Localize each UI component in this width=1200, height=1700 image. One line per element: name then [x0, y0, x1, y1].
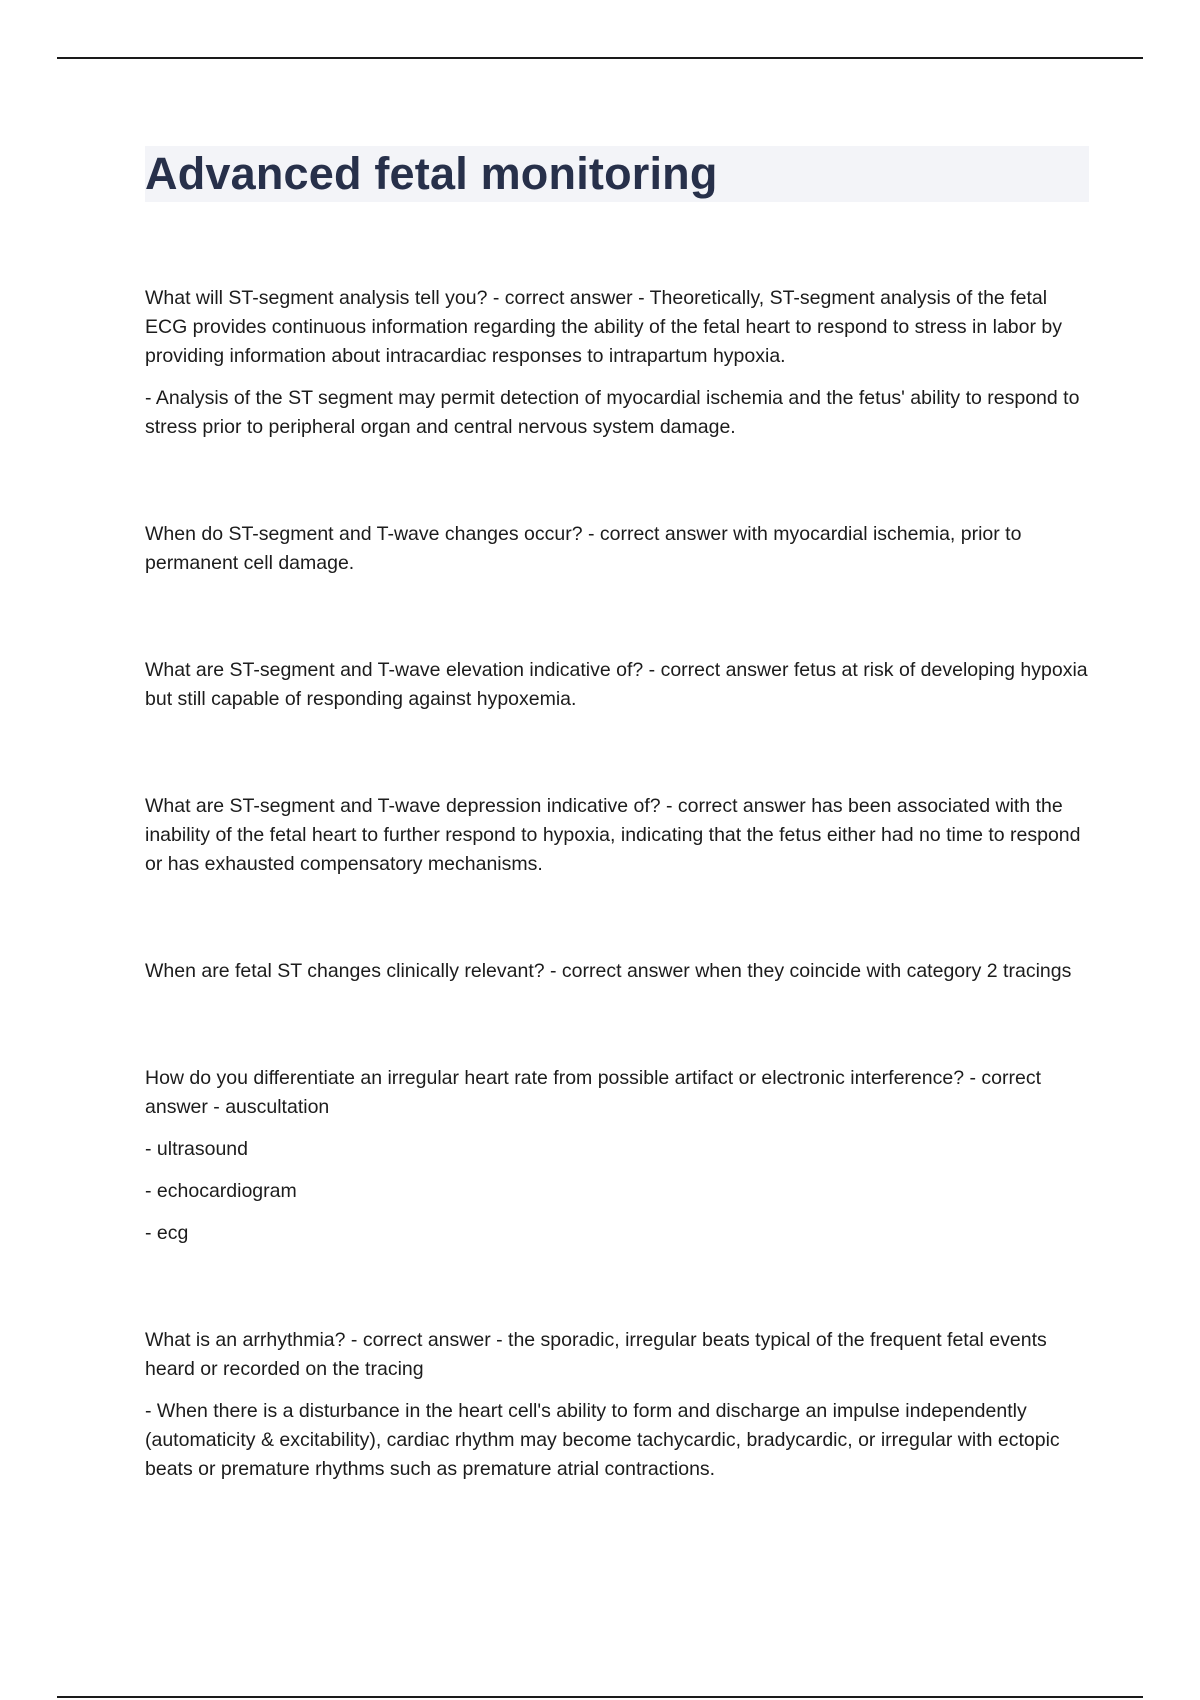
- qa-list-item: - echocardiogram: [145, 1180, 297, 1202]
- bottom-rule: [57, 1696, 1143, 1698]
- qa-entry: [145, 792, 1089, 879]
- qa-entry: [145, 1326, 1089, 1484]
- qa-paragraph: How do you differentiate an irregular heart rate from possible artifact or electronic interference? - correct answer - auscultation: [145, 1067, 1041, 1118]
- document-body: [145, 146, 1089, 1562]
- qa-paragraph: What are ST-segment and T-wave elevation indicative of? - correct answer fetus at risk of developing hypoxia but still capable of responding against hypoxemia.: [145, 659, 1088, 710]
- title-banner: [145, 146, 1089, 202]
- page-title: Advanced fetal monitoring: [145, 148, 718, 199]
- qa-entry: [145, 1064, 1089, 1248]
- qa-list-item: - ultrasound: [145, 1138, 248, 1160]
- qa-paragraph: When do ST-segment and T-wave changes occur? - correct answer with myocardial ischemia, prior to permanent cell damage.: [145, 523, 1022, 574]
- qa-paragraph: What will ST-segment analysis tell you? - correct answer - Theoretically, ST-segment analysis of the fetal ECG provides continuous information regarding the ability of the fetal heart to respond to stress in labor by providing information about intracardiac responses to intrapartum hypoxia.: [145, 287, 1063, 367]
- qa-paragraph: What are ST-segment and T-wave depression indicative of? - correct answer has been associated with the inability of the fetal heart to further respond to hypoxia, indicating that the fetus either had no time to respond or has exhausted compensatory mechanisms.: [145, 795, 1081, 875]
- qa-paragraph: - Analysis of the ST segment may permit detection of myocardial ischemia and the fetus' ability to respond to stress prior to peripheral organ and central nervous system damage.: [145, 387, 1080, 438]
- qa-entry: [145, 520, 1089, 578]
- qa-entry: [145, 656, 1089, 714]
- qa-entry: [145, 957, 1089, 986]
- qa-paragraph: - When there is a disturbance in the heart cell's ability to form and discharge an impulse independently (automaticity & excitability), cardiac rhythm may become tachycardic, bradycardic, or irregular with ectopic beats or premature rhythms such as premature atrial contractions.: [145, 1400, 1060, 1480]
- top-rule: [57, 57, 1143, 59]
- qa-paragraph: When are fetal ST changes clinically relevant? - correct answer when they coincide with category 2 tracings: [145, 960, 1072, 982]
- qa-list-item: - ecg: [145, 1222, 189, 1244]
- qa-entry: [145, 284, 1089, 442]
- qa-paragraph: What is an arrhythmia? - correct answer - the sporadic, irregular beats typical of the frequent fetal events heard or recorded on the tracing: [145, 1329, 1047, 1380]
- qa-list: [145, 284, 1089, 1484]
